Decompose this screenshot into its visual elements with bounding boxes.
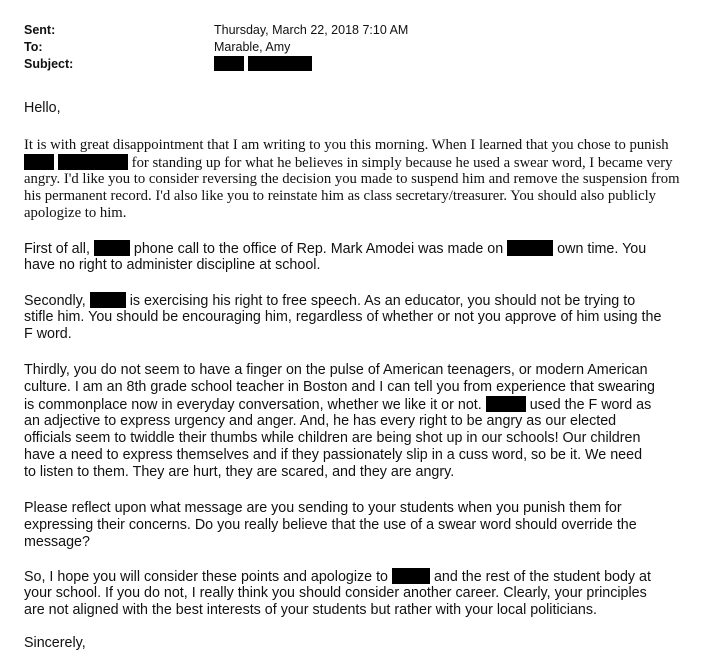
text-line: have a need to express themselves and if they passionately slip in a cuss word, so be it. We need [24, 447, 643, 463]
subject-label: Subject: [24, 57, 74, 71]
paragraph-4 [24, 362, 704, 481]
text-line: stifle him. You should be encouraging him, regardless of whether or not you approve of him using the [24, 309, 662, 325]
redaction-bar [90, 292, 126, 308]
text-line [24, 240, 704, 257]
text-line [24, 568, 704, 585]
text-line [24, 396, 704, 413]
subject-value [214, 56, 408, 73]
text-line: an adjective to express urgency and anger. And, he has every right to be angry as our elected [24, 413, 617, 429]
redaction-bar [507, 240, 553, 256]
paragraph-6 [24, 568, 704, 619]
paragraph-2 [24, 240, 704, 274]
paragraph-3 [24, 292, 704, 343]
text-line: culture. I am an 8th grade school teacher in Boston and I can tell you from experience that swearing [24, 379, 656, 395]
sent-label: Sent: [24, 23, 56, 37]
redaction-bar [24, 154, 54, 170]
redaction-bar [58, 154, 128, 170]
text-line: Please reflect upon what message are you sending to your students when you punish them for [24, 500, 622, 516]
text-segment: is exercising his right to free speech. As an educator, you should not be trying to [129, 293, 636, 309]
redaction-bar [248, 56, 312, 71]
closing: Sincerely, [24, 635, 86, 651]
text-line [24, 154, 704, 171]
text-line: Thirdly, you do not seem to have a finger on the pulse of American teenagers, or modern American [24, 362, 648, 378]
text-line: are not aligned with the best interests of your students but rather with your local politicians. [24, 602, 597, 618]
email-header-labels [24, 22, 73, 73]
text-line: officials seem to twiddle their thumbs while children are being shot up in our schools! Our children [24, 430, 641, 446]
redaction-bar [486, 396, 526, 412]
paragraph-5 [24, 500, 704, 551]
text-line: It is with great disappointment that I am writing to you this morning. When I learned that you chose to punish [24, 137, 669, 153]
redaction-bar [94, 240, 130, 256]
text-line: have no right to administer discipline at school. [24, 257, 321, 273]
to-value: Marable, Amy [214, 40, 291, 54]
text-line: apologize to him. [24, 205, 127, 221]
sent-value: Thursday, March 22, 2018 7:10 AM [214, 23, 409, 37]
text-segment: is commonplace now in everyday conversation, whether we like it or not. [24, 397, 482, 413]
greeting: Hello, [24, 100, 61, 116]
text-segment: for standing up for what he believes in simply because he used a swear word, I became very [131, 155, 673, 171]
text-segment: So, I hope you will consider these points and apologize to [24, 569, 389, 585]
redaction-bar [214, 56, 244, 71]
text-segment: Secondly, [24, 293, 86, 309]
text-line: to listen to them. They are hurt, they are scared, and they are angry. [24, 464, 455, 480]
text-line: his permanent record. I'd also like you to reinstate him as class secretary/treasurer. You should also publicly [24, 188, 657, 204]
text-line: expressing their concerns. Do you really believe that the use of a swear word should override the [24, 517, 637, 533]
text-line: message? [24, 534, 90, 550]
text-line: angry. I'd like you to consider reversing the decision you made to suspend him and remove the suspension from [24, 171, 680, 187]
text-segment: used the F word as [529, 397, 652, 413]
text-segment: own time. You [557, 241, 647, 257]
text-line: your school. If you do not, I really think you should consider another career. Clearly, your principles [24, 585, 647, 601]
text-segment: phone call to the office of Rep. Mark Amodei was made on [133, 241, 504, 257]
text-segment: and the rest of the student body at [433, 569, 651, 585]
email-header-values [214, 22, 408, 73]
text-segment: First of all, [24, 241, 90, 257]
text-line [24, 292, 704, 309]
to-label: To: [24, 40, 43, 54]
paragraph-1 [24, 137, 704, 222]
redaction-bar [392, 568, 430, 584]
text-line: F word. [24, 326, 72, 342]
